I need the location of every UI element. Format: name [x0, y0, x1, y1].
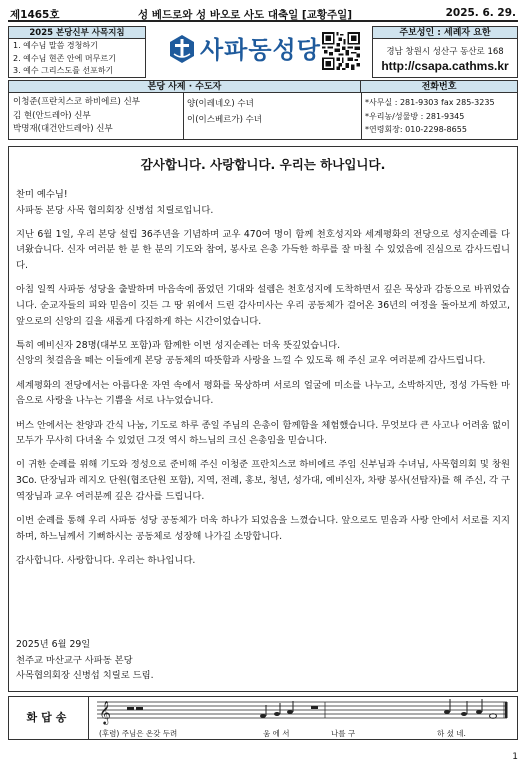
phone-list — [365, 96, 495, 137]
guideline-item: 2. 예수님 현존 안에 머무르기 — [13, 53, 116, 63]
sign-name: 사목협의회장 신병섭 치릴로 드림. — [16, 670, 154, 682]
guideline-item: 3. 예수 그리스도를 선포하기 — [13, 66, 114, 75]
priest-name: 박명재(대건안드레아) 신부 — [13, 124, 113, 134]
sister-name: 양(이레네오) 수녀 — [187, 99, 254, 109]
letter-paragraph: 이 귀한 순례를 위해 기도와 정성으로 준비해 주신 이청준 프란치스코 하비에르 주임 신부님과 수녀님, 사목협의회 및 창원 3Co. 단장님과 레지오 단원(협조단원 포함), 지역, 전례, 홍보, 청년, 성가대, 예비신자, 차량 봉사(선탑자)를 해 주신, 각 구역장님과 교우 여러분께 깊은 감사를 드립니다. — [16, 459, 510, 502]
sign-date: 2025년 6월 29일 — [16, 639, 91, 650]
guideline-heading: 2025 본당신부 사목지침 — [9, 27, 145, 39]
letter-paragraph: 아침 일찍 사파동 성당을 출발하며 마음속에 품었던 기대와 설렘은 천호성지에 도착하면서 깊은 묵상과 감동으로 바뀌었습니다. 순교자들의 피와 믿음이 깃든 그 땅 위에서 드린 감사미사는 우리 공동체가 걸어온 36년의 여정을 돌아보게 하였고, 앞으로의 신앙의 길을 새롭게 다짐하게 하는 시간이었습니다. — [16, 284, 510, 327]
letter-paragraph: 특히 예비신자 28명(대부모 포함)과 함께한 이번 성지순례는 더욱 뜻깊었습니다. 신앙의 첫걸음을 떼는 이들에게 본당 공동체의 따뜻함과 사랑을 느낄 수 있도록 해 주신 교우 여러분께 감사드립니다. — [16, 339, 486, 367]
priest-name: 이청준(프란치스코 하비에르) 신부 — [13, 97, 140, 107]
letter-headline: 감사합니다. 사랑합니다. 우리는 하나입니다. — [140, 157, 386, 172]
phone-entry: *연령회장: 010-2298-8655 — [365, 125, 467, 134]
lyric-text: 하 셨 네. — [437, 729, 466, 738]
phone-heading: 전화번호 — [361, 81, 517, 93]
priests-heading: 본당 사제 · 수도자 — [9, 81, 361, 93]
phone-entry: *사무실 : 281-9303 fax 285-3235 — [365, 98, 495, 107]
divider — [361, 93, 362, 139]
divider — [183, 93, 184, 139]
feast-title: 성 베드로와 성 바오로 사도 대축일 [교황주일] — [138, 9, 353, 21]
top-bar — [8, 6, 518, 22]
issue-number: 제1465호 — [10, 9, 60, 21]
lyric-text: 움 에 서 — [263, 729, 290, 738]
letter-body — [16, 187, 510, 577]
music-staff — [93, 697, 513, 729]
responsorial-psalm-box — [8, 696, 518, 740]
responsorial-psalm-label: 화답송 — [9, 697, 89, 739]
sister-name: 이(이스베르가) 수녀 — [187, 115, 263, 125]
church-emblem-icon — [168, 34, 196, 64]
pastoral-guideline-box — [8, 26, 146, 78]
letter-signature — [16, 637, 154, 684]
issue-date: 2025. 6. 29. — [445, 7, 516, 19]
letter-paragraph: 버스 안에서는 찬양과 간식 나눔, 기도로 하루 종일 주님의 은총이 함께함을 체험했습니다. 무엇보다 큰 사고나 어려움 없이 모두가 무사히 다녀올 수 있었던 그것 역시 하느님의 크신 은총임을 믿습니다. — [16, 419, 510, 447]
church-website-link[interactable]: http://csapa.cathms.kr — [381, 59, 509, 73]
sign-organization: 천주교 마산교구 사파동 본당 — [16, 654, 133, 666]
church-name-logo: 사파동성당 — [200, 36, 321, 64]
patron-saint-box — [372, 26, 518, 78]
patron-saint-heading: 주보성인 : 세례자 요한 — [373, 27, 517, 39]
staff-box — [8, 80, 518, 140]
church-address: 경남 창원시 성산구 동산로 168 — [386, 47, 504, 57]
letter-paragraph: 세계평화의 전당에서는 아름다운 자연 속에서 평화를 묵상하며 서로의 얼굴에 미소를 나누고, 소박하지만, 정성 가득한 마음으로 사랑을 나누는 기쁨을 서로 나누었습니다. — [16, 379, 510, 407]
lyric-text: (후렴) 주님은 온갖 두려 — [99, 729, 178, 738]
svg-text:𝄞: 𝄞 — [99, 700, 111, 724]
lyric-text: 나를 구 — [331, 729, 356, 738]
sister-list — [187, 96, 262, 128]
masthead — [8, 26, 518, 78]
church-logo — [156, 26, 366, 78]
letter-paragraph: 이번 순례를 통해 우리 사파동 성당 공동체가 더욱 하나가 되었음을 느꼈습니다. 앞으로도 믿음과 사랑 안에서 서로를 지지하며, 하느님께서 기뻐하시는 공동체로 성장해 나가길 소망합니다. — [16, 514, 510, 542]
page-number: 1 — [512, 752, 518, 762]
guideline-item: 1. 예수님 말씀 경청하기 — [13, 41, 98, 50]
priest-name: 김 현(안드레아) 신부 — [13, 110, 91, 121]
letter-paragraph: 감사합니다. 사랑합니다. 우리는 하나입니다. — [16, 554, 196, 566]
qr-code-icon[interactable] — [322, 32, 360, 70]
letter-paragraph: 지난 6월 1일, 우리 본당 설립 36주년을 기념하며 교우 470여 명이 함께 천호성지와 세계평화의 전당으로 성지순례를 다녀왔습니다. 신자 여러분 한 분 한 분의 기도와 참여, 봉사로 은총 가득한 하루를 잘 마칠 수 있었음에 진심으로 감사드립니다. — [16, 228, 510, 272]
letter-paragraph: 찬미 예수님! 사파동 본당 사목 협의회장 신병섭 치릴로입니다. — [16, 189, 214, 216]
phone-entry: *우리농/성물방 : 281-9345 — [365, 111, 465, 121]
letter-box — [8, 146, 518, 692]
priest-list — [13, 96, 140, 137]
